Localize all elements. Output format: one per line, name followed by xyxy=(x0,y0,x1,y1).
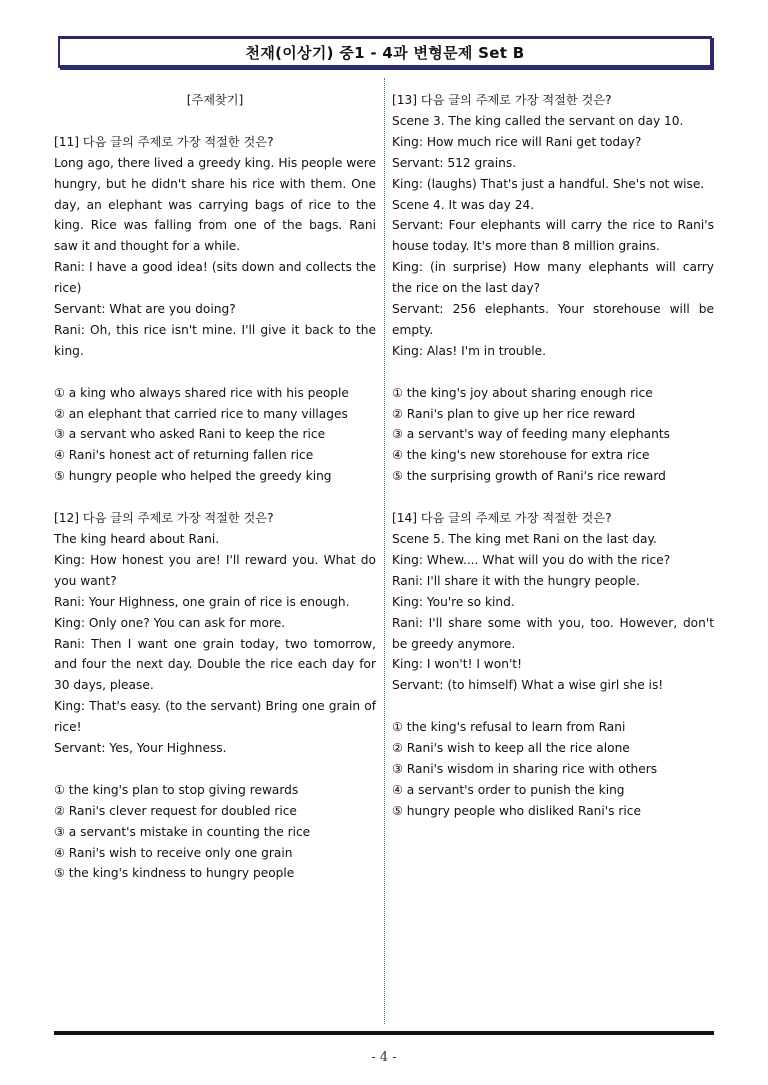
question-12 xyxy=(54,508,376,884)
left-column xyxy=(54,90,376,884)
passage-paragraph: Scene 4. It was day 24. xyxy=(392,197,535,212)
passage-paragraph: Servant: What are you doing? xyxy=(54,302,236,317)
passage-paragraph: King: That's easy. (to the servant) Bring one grain of rice! xyxy=(54,699,376,735)
answer-option-5[interactable]: ⑤ the king's kindness to hungry people xyxy=(54,866,295,881)
passage-paragraph: King: I won't! I won't! xyxy=(392,657,522,672)
column-divider xyxy=(384,78,385,1024)
passage-paragraph: Rani: I'll share it with the hungry people. xyxy=(392,573,640,588)
passage-paragraph: Servant: 256 elephants. Your storehouse will be empty. xyxy=(392,302,714,337)
question-prompt: [11] 다음 글의 주제로 가장 적절한 것은? xyxy=(54,134,274,149)
question-13 xyxy=(392,90,714,487)
passage-paragraph: King: Alas! I'm in trouble. xyxy=(392,343,546,358)
passage-paragraph: Servant: (to himself) What a wise girl she is! xyxy=(392,678,664,693)
answer-option-1[interactable]: ① the king's joy about sharing enough rice xyxy=(392,385,653,400)
answer-option-2[interactable]: ② Rani's wish to keep all the rice alone xyxy=(392,741,630,756)
page-number: - 4 - xyxy=(371,1050,397,1065)
passage-paragraph: King: Whew.... What will you do with the rice? xyxy=(392,552,671,567)
passage-paragraph: King: (in surprise) How many elephants will carry the rice on the last day? xyxy=(392,260,714,296)
answer-option-3[interactable]: ③ a servant's mistake in counting the rice xyxy=(54,824,311,839)
passage-paragraph: Rani: Then I want one grain today, two tomorrow, and four the next day. Double the rice each day for 30 days, please. xyxy=(54,636,376,693)
answer-option-2[interactable]: ② Rani's plan to give up her rice reward xyxy=(392,406,636,421)
passage-paragraph: King: (laughs) That's just a handful. She's not wise. xyxy=(392,176,705,191)
question-prompt: [12] 다음 글의 주제로 가장 적절한 것은? xyxy=(54,511,274,526)
page-title: 천재(이상기) 중1 - 4과 변형문제 Set B xyxy=(58,36,712,68)
passage-paragraph: King: How much rice will Rani get today? xyxy=(392,134,642,149)
passage-paragraph: Long ago, there lived a greedy king. His people were hungry, but he didn't share his rice with them. One day, an elephant was carrying bags of rice to the king. Rice was falling from one of the bags. Rani saw it and thought for a while. xyxy=(54,155,376,254)
passage-paragraph: King: How honest you are! I'll reward you. What do you want? xyxy=(54,552,376,588)
passage-paragraph: King: You're so kind. xyxy=(392,594,515,609)
section-label: [주제찾기] xyxy=(186,93,244,107)
answer-option-1[interactable]: ① the king's refusal to learn from Rani xyxy=(392,720,626,735)
answer-option-4[interactable]: ④ Rani's wish to receive only one grain xyxy=(54,845,293,860)
passage-paragraph: Rani: Oh, this rice isn't mine. I'll give it back to the king. xyxy=(54,322,376,358)
question-prompt: [14] 다음 글의 주제로 가장 적절한 것은? xyxy=(392,511,612,526)
answer-option-1[interactable]: ① a king who always shared rice with his people xyxy=(54,385,349,400)
passage-paragraph: Rani: I'll share some with you, too. However, don't be greedy anymore. xyxy=(392,615,714,651)
passage-paragraph: The king heard about Rani. xyxy=(54,531,220,546)
answer-option-4[interactable]: ④ the king's new storehouse for extra rice xyxy=(392,448,650,463)
footer-rule xyxy=(54,1031,714,1035)
passage-paragraph: King: Only one? You can ask for more. xyxy=(54,615,286,630)
answer-option-3[interactable]: ③ a servant's way of feeding many elephants xyxy=(392,427,670,442)
question-prompt: [13] 다음 글의 주제로 가장 적절한 것은? xyxy=(392,93,612,107)
passage-paragraph: Scene 5. The king met Rani on the last day. xyxy=(392,532,657,546)
passage-paragraph: Servant: 512 grains. xyxy=(392,155,517,170)
passage-paragraph: Servant: Yes, Your Highness. xyxy=(54,741,227,756)
passage-paragraph: Scene 3. The king called the servant on day 10. xyxy=(392,113,684,128)
question-11 xyxy=(54,132,376,487)
passage-paragraph: Rani: Your Highness, one grain of rice is enough. xyxy=(54,594,350,609)
answer-option-4[interactable]: ④ Rani's honest act of returning fallen rice xyxy=(54,448,314,463)
answer-option-2[interactable]: ② an elephant that carried rice to many villages xyxy=(54,406,348,421)
answer-option-5[interactable]: ⑤ hungry people who disliked Rani's rice xyxy=(392,803,641,818)
question-14 xyxy=(392,508,714,822)
answer-option-2[interactable]: ② Rani's clever request for doubled rice xyxy=(54,803,297,818)
answer-option-3[interactable]: ③ Rani's wisdom in sharing rice with others xyxy=(392,761,658,776)
passage-paragraph: Rani: I have a good idea! (sits down and collects the rice) xyxy=(54,260,376,296)
right-column xyxy=(392,90,714,822)
answer-option-1[interactable]: ① the king's plan to stop giving rewards xyxy=(54,782,299,797)
passage-paragraph: Servant: Four elephants will carry the rice to Rani's house today. It's more than 8 million grains. xyxy=(392,218,714,254)
answer-option-5[interactable]: ⑤ hungry people who helped the greedy king xyxy=(54,469,332,484)
answer-option-4[interactable]: ④ a servant's order to punish the king xyxy=(392,782,625,797)
answer-option-3[interactable]: ③ a servant who asked Rani to keep the rice xyxy=(54,427,326,442)
answer-option-5[interactable]: ⑤ the surprising growth of Rani's rice reward xyxy=(392,469,666,484)
